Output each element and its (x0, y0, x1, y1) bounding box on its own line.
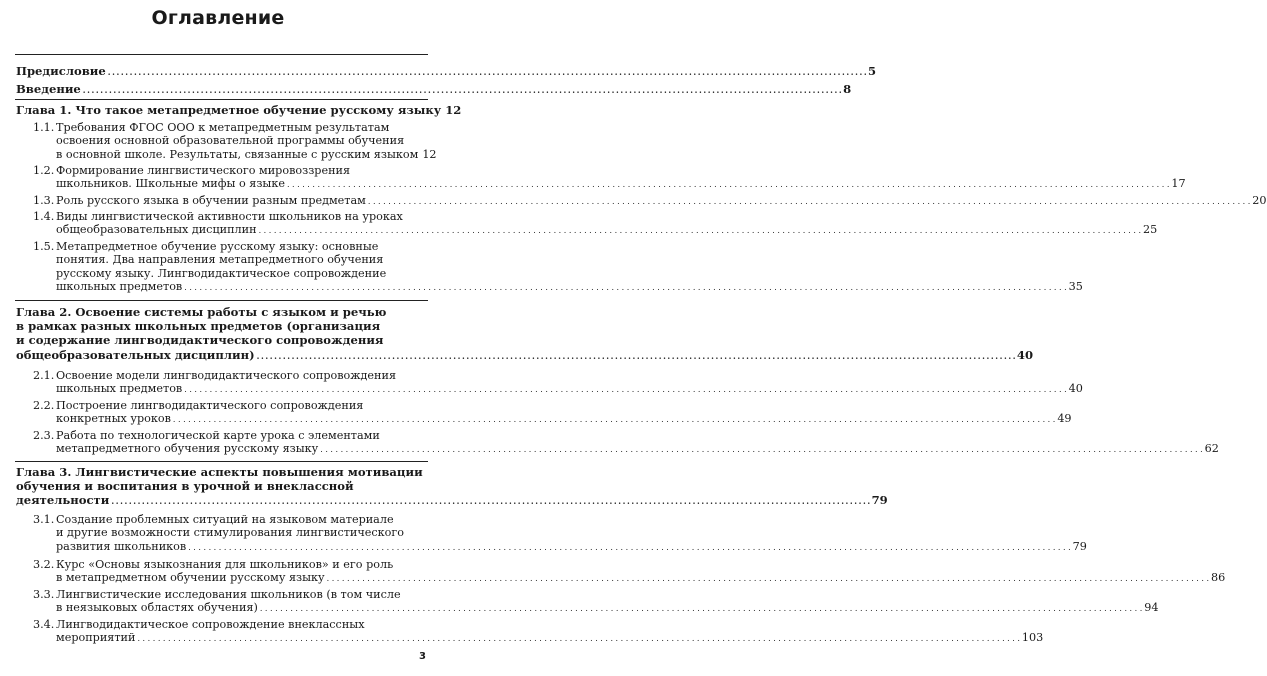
entry-line: Требования ФГОС ООО к метапредметным результатам (56, 121, 390, 134)
entry-title: школьников. Школьные мифы о языке (56, 177, 285, 191)
entry-line: Работа по технологической карте урока с элементами (56, 429, 380, 442)
toc-entry-section-1-4[interactable] (33, 210, 1158, 238)
entry-title: Роль русского языка в обучении разным предметам (56, 194, 366, 207)
toc-entry-section-1-3[interactable] (33, 194, 1267, 208)
entry-line: и содержание лингводидактического сопровождения (16, 333, 384, 348)
entry-line: Лингводидактическое сопровождение внеклассных (56, 618, 365, 631)
page-number: 5 (868, 64, 877, 78)
toc-entry-section-1-2[interactable] (33, 164, 1186, 192)
toc-entry-chapter-2[interactable] (16, 305, 1034, 363)
leader-dots (173, 412, 1055, 426)
page-number: 94 (1144, 601, 1159, 615)
entry-line: Освоение модели лингводидактического сопровождения (56, 369, 397, 382)
page-number: 40 (1068, 382, 1083, 396)
entry-title: мероприятий (56, 631, 136, 645)
entry-line: понятия. Два направления метапредметного обучения (56, 253, 384, 267)
entry-title: развития школьников (56, 539, 187, 553)
entry-title: метапредметного обучения русскому языку (56, 442, 319, 456)
page-folio: 3 (419, 651, 426, 662)
page-number: 103 (1021, 631, 1044, 645)
entry-title: в неязыковых областях обучения) (56, 601, 258, 615)
toc-entry-section-2-3[interactable] (33, 429, 1219, 457)
entry-line: Метапредметное обучение русскому языку: основные (56, 240, 379, 253)
entry-title: школьных предметов (56, 280, 183, 294)
entry-title: общеобразовательных дисциплин (56, 223, 257, 237)
section-number: 3.2. (33, 558, 55, 571)
leader-dots (137, 631, 1019, 645)
leader-dots (260, 601, 1142, 615)
section-number: 3.3. (33, 588, 55, 601)
toc-entry-chapter-1[interactable] (16, 103, 462, 118)
page-number: 49 (1057, 412, 1072, 426)
toc-entry-section-2-2[interactable] (33, 399, 1072, 427)
section-number: 1.3. (33, 194, 55, 207)
leader-dots (368, 194, 1250, 208)
toc-entry-section-3-1[interactable] (33, 513, 1087, 554)
entry-line: Формирование лингвистического мировоззрения (56, 164, 351, 177)
toc-entry-section-1-1[interactable] (33, 121, 437, 162)
page-number: 8 (843, 82, 852, 96)
leader-dots (257, 348, 1015, 363)
toc-entry-section-1-5[interactable] (33, 240, 1083, 295)
page-number: 25 (1143, 223, 1158, 237)
leader-dots (83, 82, 841, 97)
page-number: 12 (445, 103, 462, 117)
entry-line: Глава 2. Освоение системы работы с языком и речью (16, 305, 387, 319)
section-number: 1.5. (33, 240, 55, 253)
leader-dots (259, 223, 1141, 237)
leader-dots (184, 280, 1066, 294)
entry-line: Курс «Основы языкознания для школьников» и его роль (56, 558, 394, 571)
page-number: 79 (1072, 539, 1087, 553)
divider (15, 54, 428, 55)
entry-line: Создание проблемных ситуаций на языковом материале (56, 513, 394, 526)
leader-dots (184, 382, 1066, 396)
toc-entry-introduction[interactable] (16, 82, 852, 97)
leader-dots (287, 177, 1169, 191)
entry-title: конкретных уроков (56, 412, 171, 426)
leader-dots (327, 571, 1209, 585)
toc-entry-section-3-2[interactable] (33, 558, 1226, 586)
section-number: 2.1. (33, 369, 55, 382)
page-title: Оглавление (151, 7, 285, 29)
section-number: 3.1. (33, 513, 55, 526)
entry-line: Лингвистические исследования школьников (в том числе (56, 588, 401, 601)
entry-title: общеобразовательных дисциплин) (16, 347, 255, 362)
entry-title: деятельности (16, 493, 110, 508)
entry-title: Предисловие (16, 64, 106, 78)
entry-title: в метапредметном обучении русскому языку (56, 571, 325, 585)
page-number: 40 (1016, 347, 1034, 362)
entry-title: в основной школе. Результаты, связанные с русским языком (56, 147, 419, 161)
toc-entry-section-3-4[interactable] (33, 618, 1044, 646)
toc-entry-preface[interactable] (16, 64, 877, 79)
entry-line: и другие возможности стимулирования лингвистического (56, 526, 404, 540)
leader-dots (188, 540, 1070, 554)
page-number: 79 (871, 493, 888, 508)
page-number: 86 (1211, 571, 1226, 585)
leader-dots (108, 64, 866, 79)
section-number: 1.1. (33, 121, 55, 134)
entry-line: Построение лингводидактического сопровождения (56, 399, 364, 412)
section-number: 3.4. (33, 618, 55, 631)
divider (15, 300, 428, 301)
entry-line: русскому языку. Лингводидактическое сопровождение (56, 266, 387, 280)
entry-title: школьных предметов (56, 382, 183, 396)
section-number: 1.2. (33, 164, 55, 177)
page-number: 12 (422, 147, 437, 161)
toc-entry-chapter-3[interactable] (16, 465, 888, 509)
divider (15, 99, 428, 100)
entry-title: Введение (16, 82, 81, 96)
page-number: 35 (1068, 280, 1083, 294)
section-number: 2.3. (33, 429, 55, 442)
leader-dots (111, 493, 869, 508)
leader-dots (320, 442, 1202, 456)
entry-line: освоения основной образовательной программы обучения (56, 134, 405, 148)
divider (15, 461, 428, 462)
entry-line: Глава 3. Лингвистические аспекты повышения мотивации (16, 465, 423, 479)
toc-entry-section-3-3[interactable] (33, 588, 1159, 616)
page-number: 62 (1204, 442, 1219, 456)
entry-line: в рамках разных школьных предметов (организация (16, 319, 381, 334)
page-number: 20 (1252, 194, 1267, 207)
entry-line: Виды лингвистической активности школьников на уроках (56, 210, 403, 223)
section-number: 2.2. (33, 399, 55, 412)
entry-title: Глава 1. Что такое метапредметное обучение русскому языку (16, 103, 442, 117)
section-number: 1.4. (33, 210, 55, 223)
page-number: 17 (1171, 177, 1186, 191)
toc-entry-section-2-1[interactable] (33, 369, 1083, 397)
entry-line: обучения и воспитания в урочной и внеклассной (16, 479, 354, 494)
